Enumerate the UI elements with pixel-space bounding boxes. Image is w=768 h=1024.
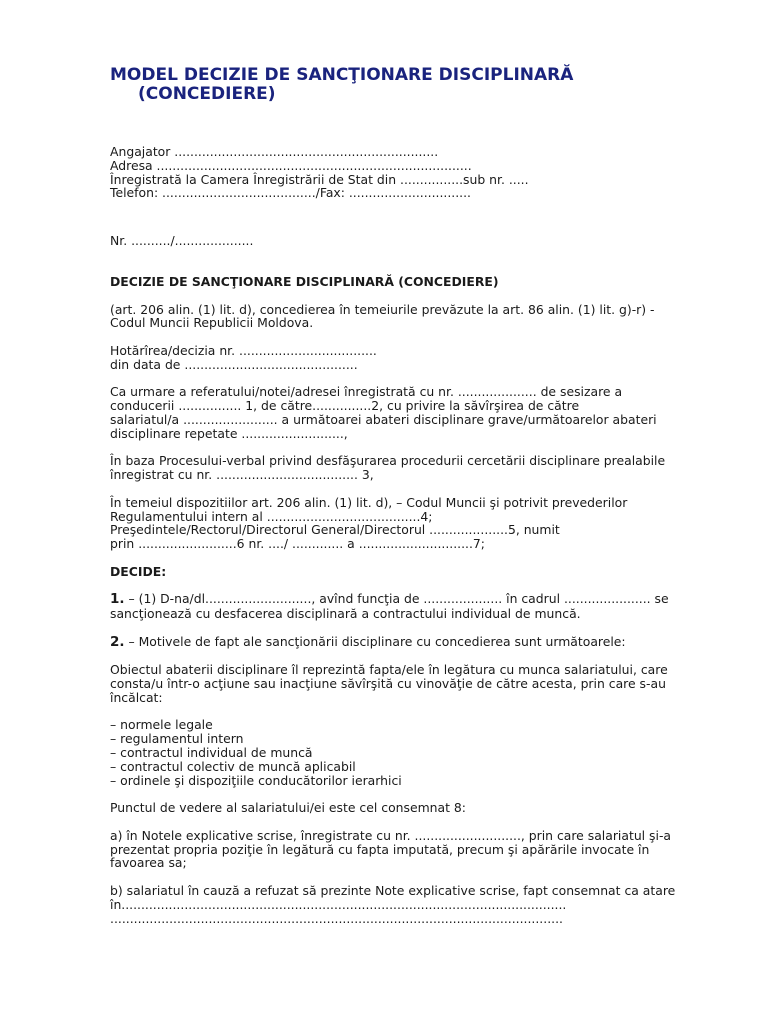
option-b-paragraph: b) salariatul în cauză a refuzat să prezinte Note explicative scrise, fapt consemnat ca atare în................................................................................................................. ................................................................................................................... (110, 883, 676, 926)
list-item: – normele legale (110, 717, 213, 733)
decide-label: DECIDE: (110, 563, 167, 579)
address-line: Adresa ................................................................................ (110, 157, 472, 173)
list-item: – contractul colectiv de muncă aplicabil (110, 758, 356, 774)
list-item: – regulamentul intern (110, 731, 244, 747)
referral-paragraph: Ca urmare a referatului/notei/adresei înregistrată cu nr. .................... de sesizare a conducerii ................ 1, de către...............2, cu privire la săvîrşirea de către salariatul/a ........................ a următoarei abateri disciplinare grave/următoarelor abateri disciplinare repetate .........................., (110, 384, 657, 441)
legal-grounds-paragraph: În temeiul dispozitiilor art. 206 alin. (1) lit. d), – Codul Muncii şi potrivit prevederilor Regulamentului intern al .......................................4; Preşedintele/Rectorul/Directorul General/Directorul ....................5, numit prin .........................6 nr. ..../ ............. a .............................7; (110, 494, 628, 552)
article-2-number: 2. (110, 633, 125, 650)
document-title (110, 66, 710, 104)
document-page (110, 66, 710, 925)
document-number: Nr. ........../.................... (110, 233, 254, 249)
employer-line: Angajator ................................................................... (110, 144, 439, 159)
title-line-1: MODEL DECIZIE DE SANCŢIONARE DISCIPLINARĂ (110, 65, 574, 85)
list-item: – contractul individual de muncă (110, 745, 313, 761)
list-item: – ordinele şi dispoziţiile conducătorilor ierarhici (110, 772, 402, 788)
employee-viewpoint-paragraph: Punctul de vedere al salariatului/ei este cel consemnat 8: (110, 800, 466, 816)
article-1-number: 1. (110, 591, 125, 608)
legal-basis-paragraph: (art. 206 alin. (1) lit. d), concedierea în temeiurile prevăzute la art. 86 alin. (1) lit. g)-r) - Codul Muncii Republicii Moldova. (110, 301, 655, 331)
title-line-2: (CONCEDIERE) (138, 84, 276, 104)
phone-fax-line: Telefon: ......................................./Fax: ............................... (110, 185, 471, 201)
minutes-paragraph: În baza Procesului-verbal privind desfăşurarea procedurii cercetării disciplinare prealabile înregistrat cu nr. .................................... 3, (110, 453, 666, 483)
option-a-paragraph: a) în Notele explicative scrise, înregistrate cu nr. ..........................., prin care salariatul şi-a prezentat propria poziţie în legătură cu fapta imputată, precum şi apărările invocate în favoarea sa; (110, 827, 672, 871)
article-1-paragraph: 1. – (1) D-na/dl..........................., avînd funcţia de .................... în cadrul ...................... se sancţionează cu desfacerea disciplinară a contractului individual de muncă. (110, 591, 669, 622)
decision-heading: DECIZIE DE SANCŢIONARE DISCIPLINARĂ (CONCEDIERE) (110, 273, 499, 289)
offense-object-paragraph: Obiectul abaterii disciplinare îl reprezintă fapta/ele în legătura cu munca salariatului, care consta/u într-o acţiune sau inacţiune săvîrşită cu vinovăţie de către acesta, prin care s-au încălcat: (110, 662, 668, 705)
article-2-paragraph: 2. – Motivele de fapt ale sancţionării disciplinare cu concedierea sunt următoarele: (110, 633, 626, 650)
violations-list (110, 718, 710, 787)
employer-header-block (110, 145, 710, 200)
registration-line: Înregistrată la Camera Înregistrării de Stat din ................sub nr. ..... (110, 171, 529, 187)
decision-reference-paragraph: Hotărîrea/decizia nr. ................................... din data de ............................................ (110, 342, 377, 372)
